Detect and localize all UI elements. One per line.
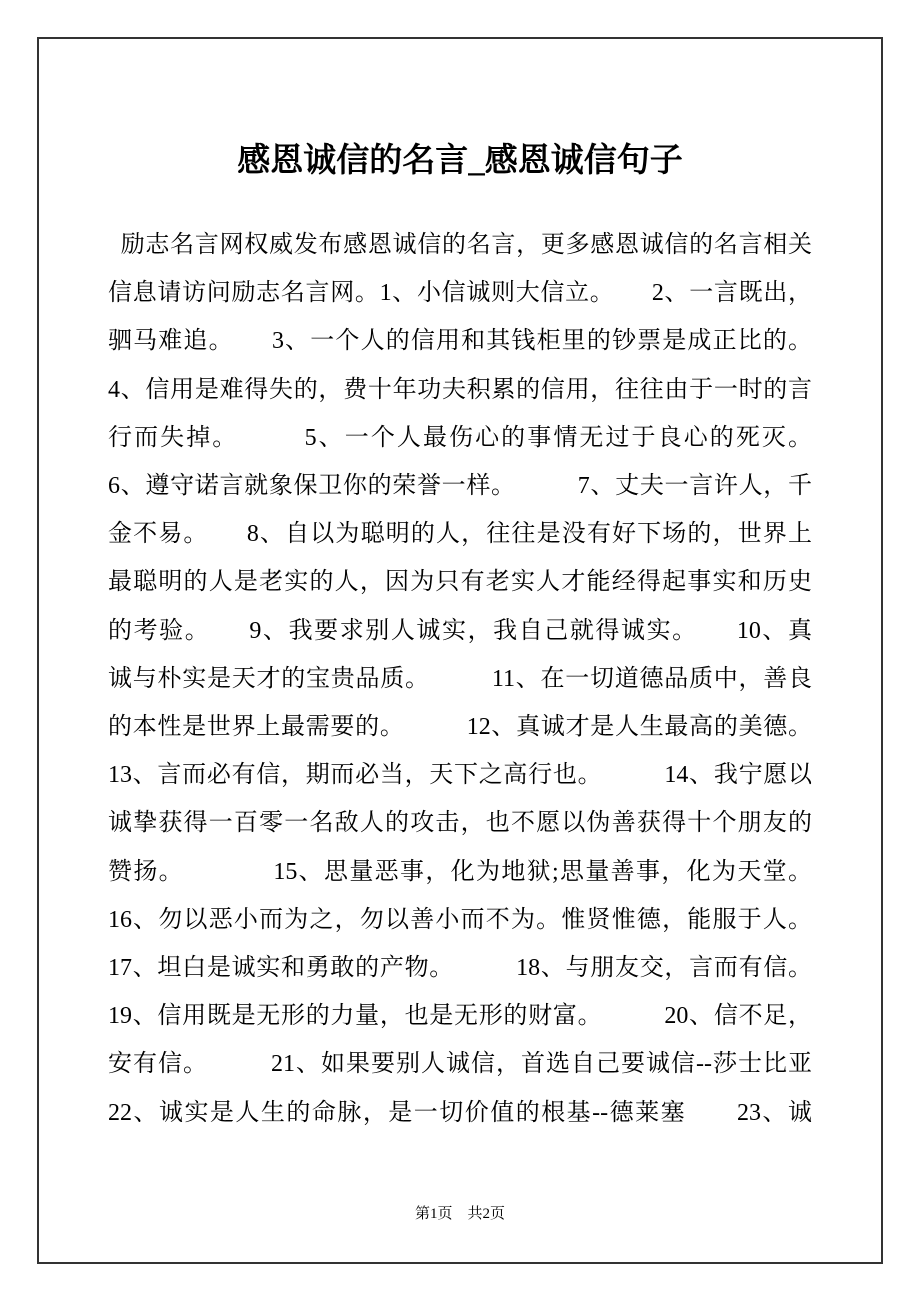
text-line: 励志名言网权威发布感恩诚信的名言，更多感恩诚信的名言相关 xyxy=(108,232,812,258)
text-line: 6、遵守诺言就象保卫你的荣誉一样。 7、丈夫一言许人，千 xyxy=(108,473,812,500)
text-line: 4、信用是难得失的，费十年功夫积累的信用，往往由于一时的言 xyxy=(108,376,812,403)
text-line: 赞扬。 15、思量恶事，化为地狱;思量善事，化为天堂。 xyxy=(108,858,812,885)
text-line: 19、信用既是无形的力量，也是无形的财富。 20、信不足， xyxy=(108,1003,812,1030)
text-line: 行而失掉。 5、一个人最伤心的事情无过于良心的死灭。 xyxy=(108,424,812,451)
text-line: 的考验。 9、我要求别人诚实，我自己就得诚实。 10、真 xyxy=(108,617,812,644)
page-footer xyxy=(0,1202,920,1223)
text-line: 驷马难追。 3、一个人的信用和其钱柜里的钞票是成正比的。 xyxy=(108,328,812,355)
page-number-label: 第1页 共2页 xyxy=(414,1206,505,1222)
text-line: 诚挚获得一百零一名敌人的攻击，也不愿以伪善获得十个朋友的 xyxy=(108,810,812,837)
text-line: 22、诚实是人生的命脉，是一切价值的根基--德莱塞 23、诚 xyxy=(108,1099,812,1126)
text-line: 17、坦白是诚实和勇敢的产物。 18、与朋友交，言而有信。 xyxy=(108,955,812,982)
text-line: 安有信。 21、如果要别人诚信，首选自己要诚信--莎士比亚 xyxy=(108,1051,812,1078)
text-line: 信息请访问励志名言网。1、小信诚则大信立。 2、一言既出， xyxy=(108,280,812,307)
document-title: 感恩诚信的名言_感恩诚信句子 xyxy=(237,143,683,179)
text-line: 16、勿以恶小而为之，勿以善小而不为。惟贤惟德，能服于人。 xyxy=(108,906,812,933)
text-line: 的本性是世界上最需要的。 12、真诚才是人生最高的美德。 xyxy=(108,714,812,741)
document-body xyxy=(108,221,812,1137)
text-line: 最聪明的人是老实的人，因为只有老实人才能经得起事实和历史 xyxy=(108,569,812,596)
text-line: 诚与朴实是天才的宝贵品质。 11、在一切道德品质中，善良 xyxy=(108,665,812,692)
text-line: 13、言而必有信，期而必当，天下之高行也。 14、我宁愿以 xyxy=(108,762,812,789)
text-line: 金不易。 8、自以为聪明的人，往往是没有好下场的，世界上 xyxy=(108,521,812,548)
